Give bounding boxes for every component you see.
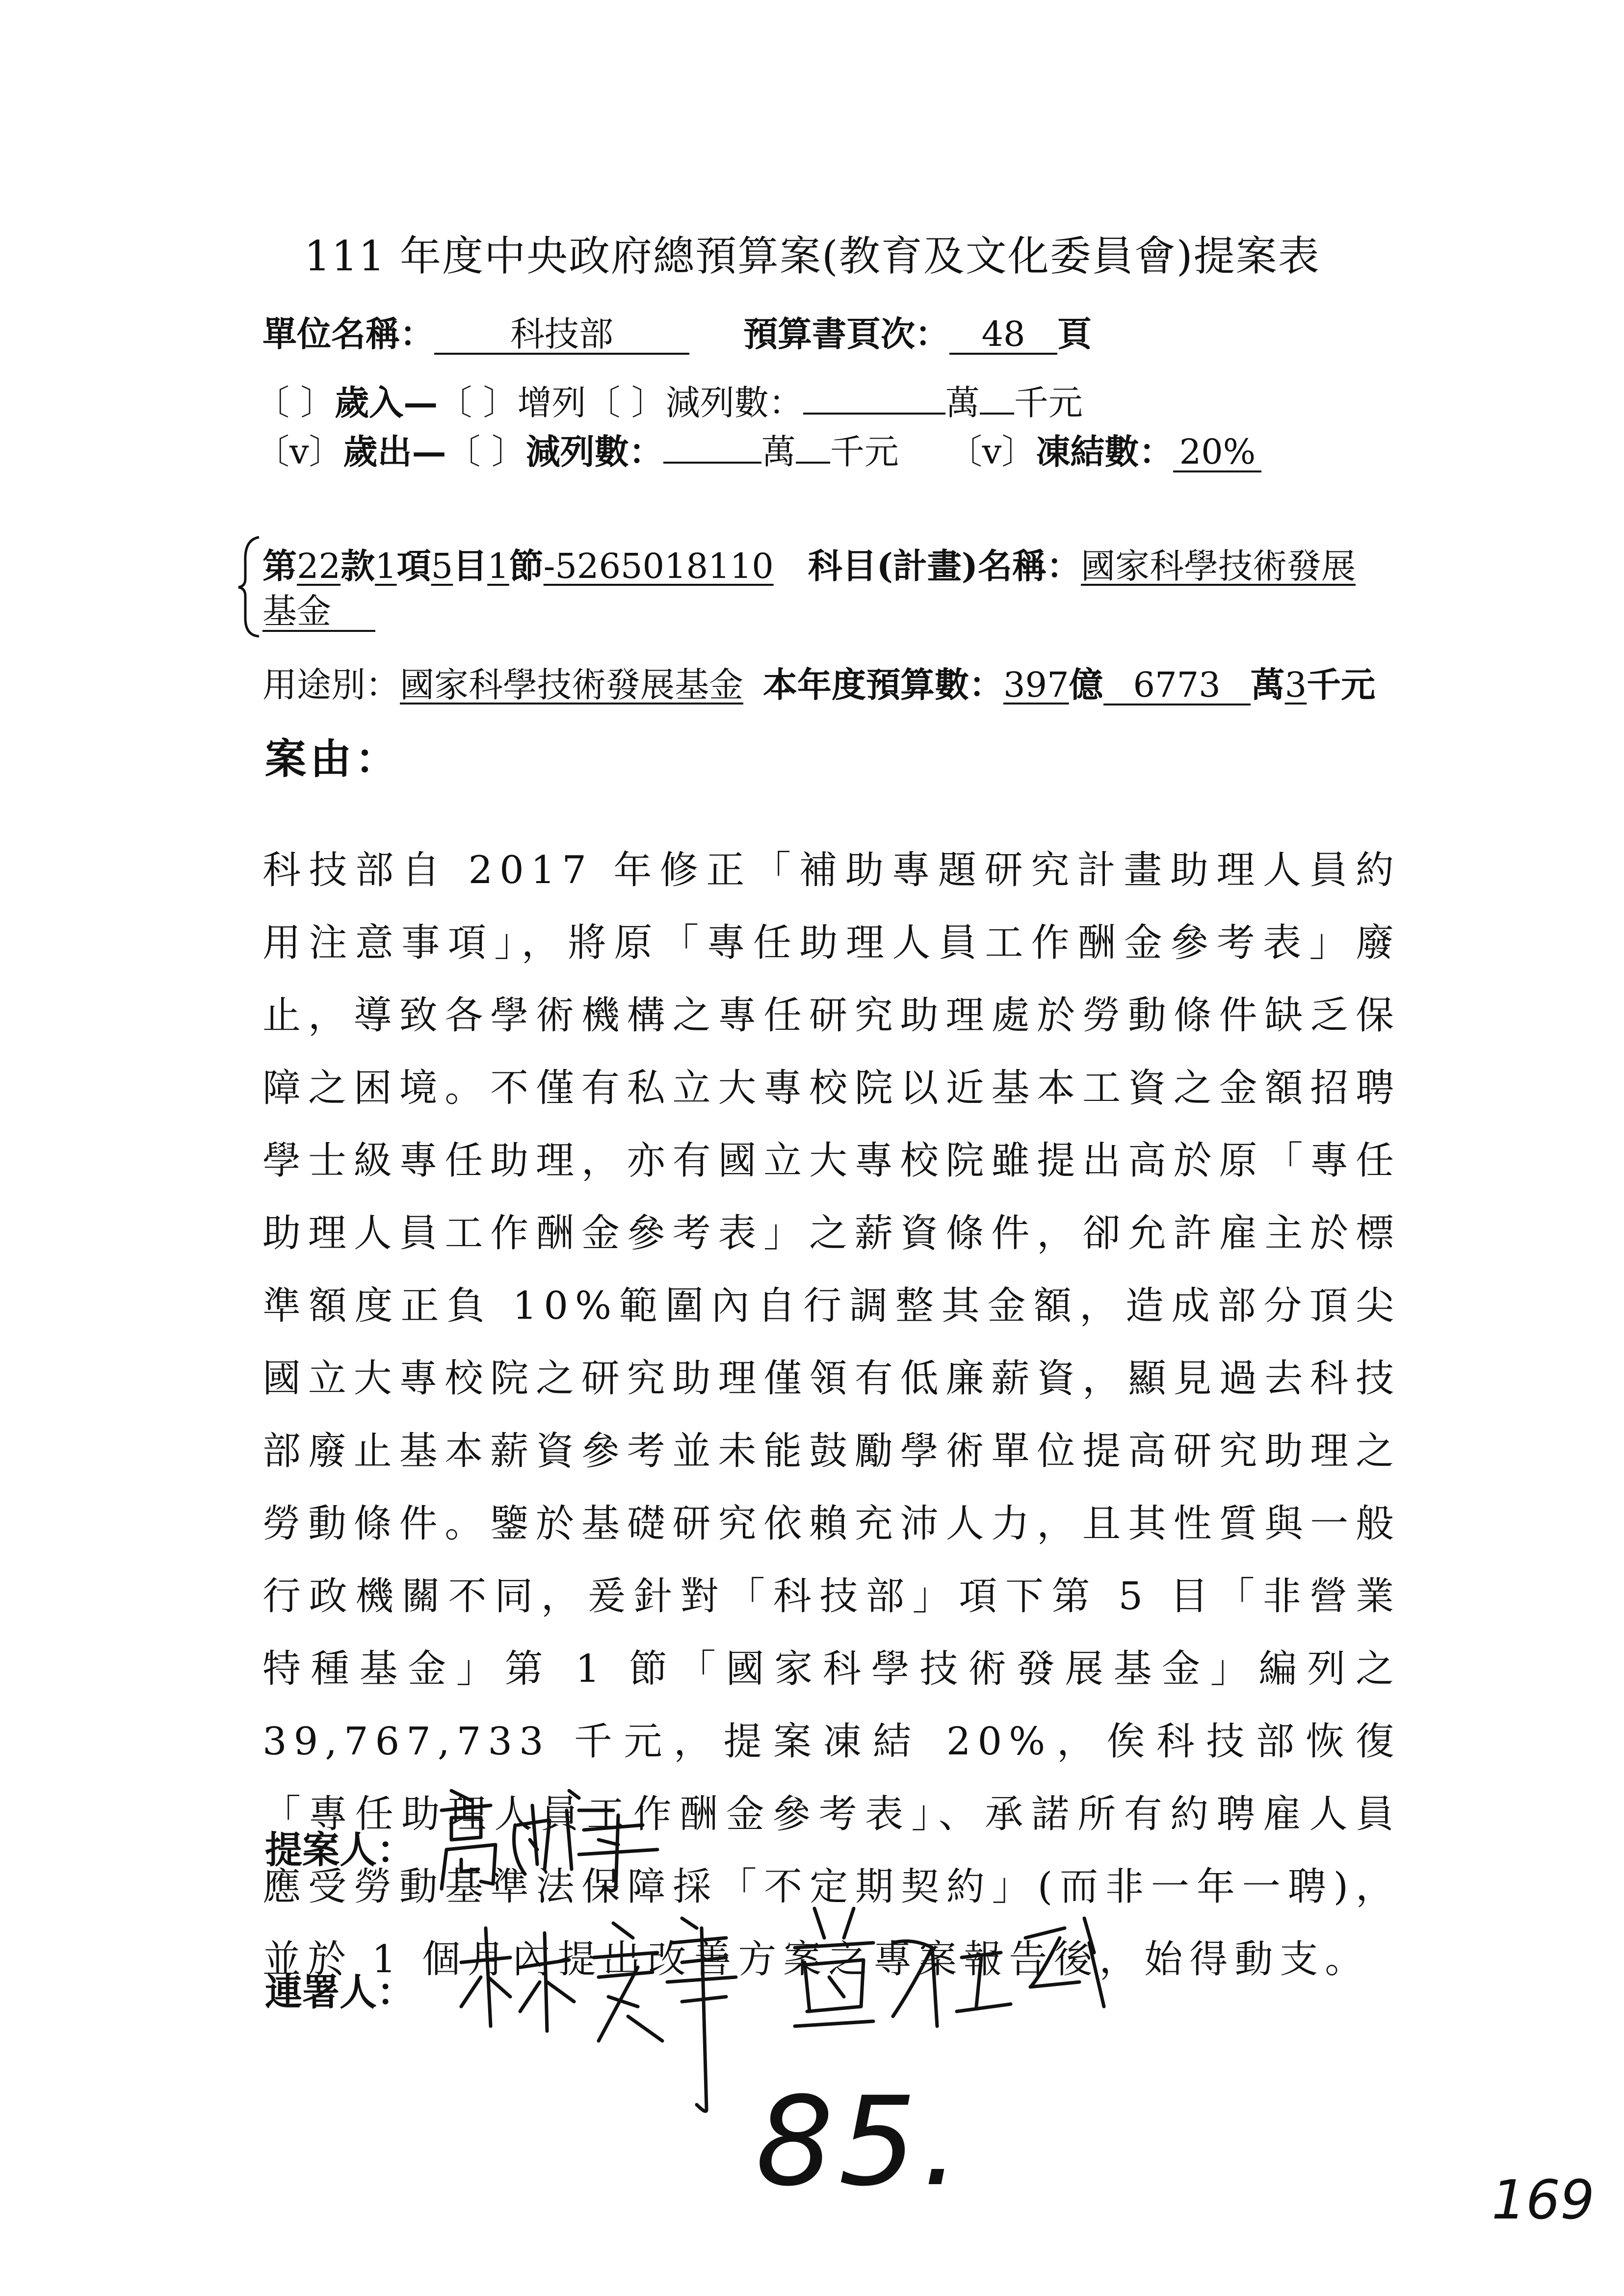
- expense-unit-qian: 千元: [830, 432, 899, 472]
- revenue-unit-qian: 千元: [1014, 383, 1083, 423]
- freeze-label: 凍結數：: [1036, 431, 1174, 472]
- decrease-label: 減列數：: [665, 383, 803, 423]
- budget-qian-number: 3: [1284, 665, 1307, 705]
- usage-line: [262, 657, 1375, 707]
- subject-value-continued: 基金: [262, 594, 375, 632]
- usage-label: 用途別：: [262, 665, 400, 705]
- expense-amount: [663, 462, 761, 464]
- budget-wan-label: 萬: [1250, 664, 1285, 705]
- revenue-line: [255, 375, 1083, 425]
- expense-label: 歲出—: [343, 431, 446, 472]
- subject-value: 國家科學技術發展: [1080, 546, 1356, 586]
- decrease-checkbox[interactable]: 〔 〕: [586, 383, 666, 423]
- kuan-number: 22: [297, 546, 341, 586]
- item-line: [262, 539, 1356, 588]
- revenue-amount-2: [980, 413, 1014, 415]
- xiang-label: 項: [396, 546, 431, 586]
- mu-label: 目: [453, 546, 488, 586]
- jie-label: 節: [509, 546, 544, 586]
- item-line-2: [262, 591, 375, 632]
- unit-line: [262, 307, 1092, 356]
- expense-amount-2: [796, 462, 830, 464]
- increase-checkbox[interactable]: 〔 〕: [438, 383, 518, 423]
- freeze-checkbox[interactable]: 〔v〕: [947, 432, 1036, 472]
- bracket-mark: [235, 532, 264, 640]
- expense-unit-wan: 萬: [761, 432, 796, 472]
- expense-line: [255, 424, 1261, 474]
- revenue-unit-wan: 萬: [945, 383, 980, 423]
- budget-qian-label: 千元: [1307, 664, 1376, 705]
- xiang-number: 1: [375, 546, 397, 586]
- reason-heading: 案由：: [265, 734, 401, 783]
- cosigner-label: 連署人：: [265, 1970, 414, 2014]
- item-code: -5265018110: [543, 546, 774, 586]
- handwritten-number: 85.: [756, 2070, 966, 2213]
- budget-yi-label: 億: [1069, 664, 1103, 705]
- expense-checkbox[interactable]: 〔v〕: [255, 432, 343, 472]
- budget-yi-number: 397: [1003, 665, 1069, 705]
- freeze-value: 20%: [1173, 434, 1261, 472]
- subject-label: 科目(計畫)名稱：: [808, 546, 1081, 586]
- budget-page-value: 48: [949, 316, 1057, 355]
- revenue-checkbox[interactable]: 〔 〕: [255, 383, 335, 423]
- page-number: 169: [1492, 2168, 1595, 2231]
- revenue-label: 歲入—: [335, 382, 438, 423]
- revenue-amount: [803, 413, 945, 415]
- jie-number: 1: [487, 546, 509, 586]
- item-di: 第: [262, 546, 297, 586]
- budget-wan-number: 6773: [1103, 667, 1251, 705]
- increase-label: 增列: [517, 383, 586, 423]
- unit-value: 科技部: [434, 316, 689, 355]
- reason-body: 科技部自 2017 年修正「補助專題研究計畫助理人員約用注意事項」，將原「專任助理人員工作酬金參考表」廢止，導致各學術機構之專任研究助理處於勞動條件缺乏保障之困境。不僅有私立大專校院以近基本工資之金額招聘學士級專任助理，亦有國立大專校院雖提出高於原「專任助理人員工作酬金參考表」之薪資條件，卻允許雇主於標準額度正負 10%範圍內自行調整其金額，造成部分頂尖國立大專校院之研究助理僅領有低廉薪資，顯見過去科技部廢止基本薪資參考並未能鼓勵學術單位提高研究助理之勞動條件。鑒於基礎研究依賴充沛人力，且其性質與一般行政機關不同，爰針對「科技部」項下第 5 目「非營業特種基金」第 1 節「國家科學技術發展基金」編列之 39,767,733 千元，提案凍結 20%，俟科技部恢復「專任助理人員工作酬金參考表」、承諾所有約聘雇人員應受勞動基準法保障採「不定期契約」(而非一年一聘)，並於 1 個月內提出改善方案之專案報告後，始得動支。: [262, 848, 1401, 1982]
- usage-value: 國家科學技術發展基金: [400, 665, 743, 705]
- page-title: 111 年度中央政府總預算案(教育及文化委員會)提案表: [304, 232, 1320, 280]
- budget-page-label: 預算書頁次：: [743, 313, 949, 354]
- expense-decrease-label: 減列數：: [525, 431, 663, 472]
- kuan-label: 款: [341, 546, 375, 586]
- budget-label: 本年度預算數：: [763, 664, 1003, 705]
- proposer-label: 提案人：: [265, 1828, 414, 1872]
- expense-decrease-checkbox[interactable]: 〔 〕: [446, 432, 526, 472]
- budget-page-suffix: 頁: [1057, 313, 1092, 354]
- unit-label: 單位名稱：: [262, 313, 434, 354]
- mu-number: 5: [431, 546, 453, 586]
